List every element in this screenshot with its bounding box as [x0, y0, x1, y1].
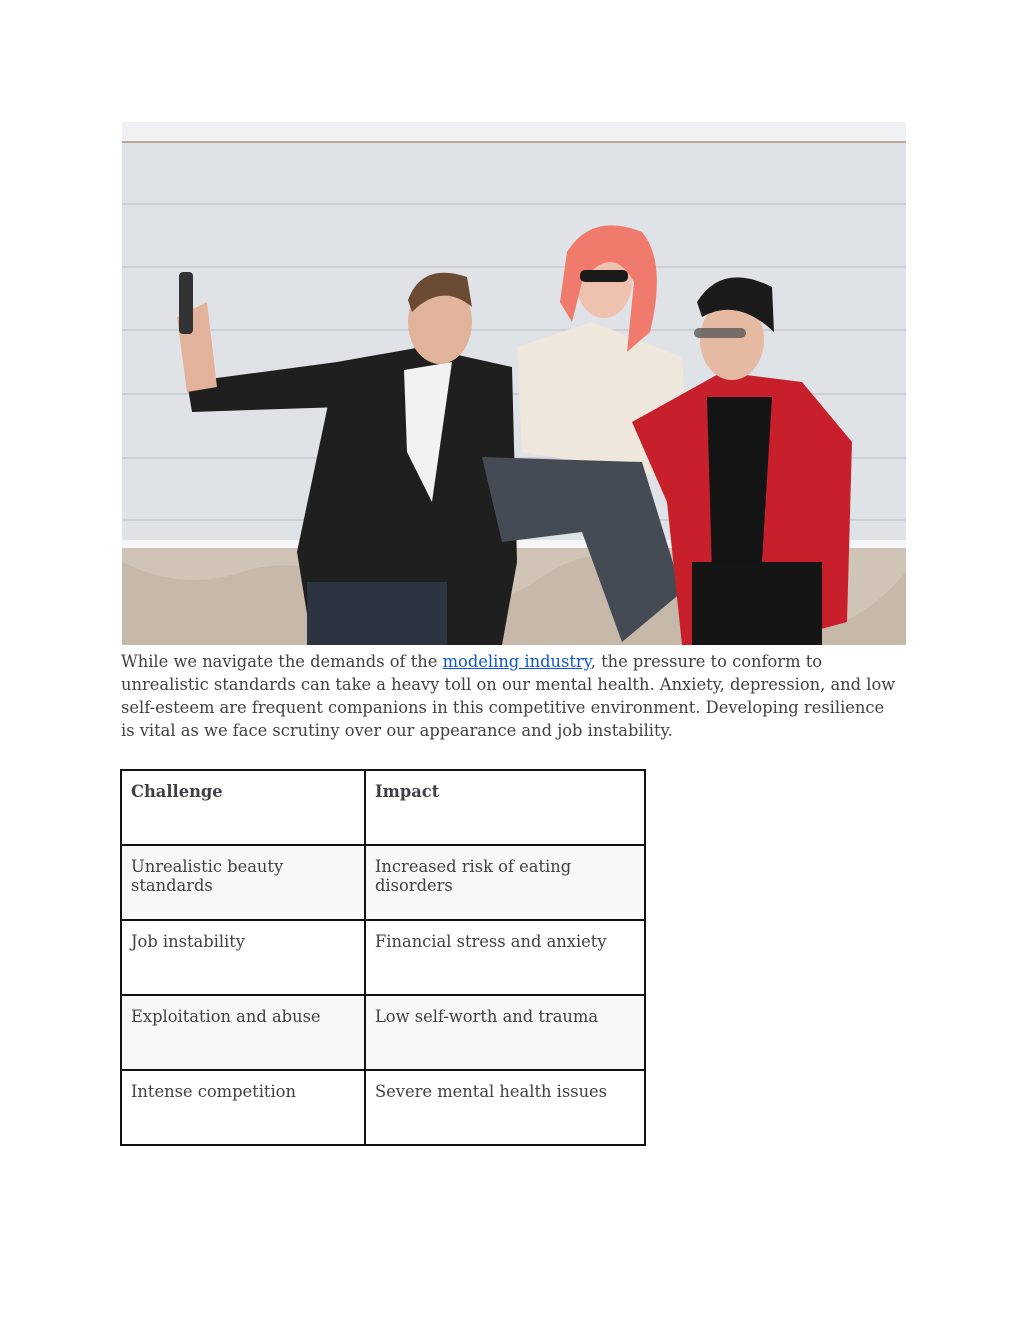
challenge-impact-table [120, 769, 646, 1146]
modeling-industry-link[interactable]: modeling industry [442, 652, 591, 671]
header-impact: Impact [365, 770, 645, 845]
photo-illustration [122, 122, 906, 645]
impact-cell: Low self-worth and trauma [365, 995, 645, 1070]
impact-cell: Increased risk of eating disorders [365, 845, 645, 920]
header-challenge: Challenge [121, 770, 365, 845]
table-row [121, 995, 645, 1070]
table-header-row [121, 770, 645, 845]
challenge-cell: Intense competition [121, 1070, 365, 1145]
challenge-cell: Job instability [121, 920, 365, 995]
challenge-cell: Exploitation and abuse [121, 995, 365, 1070]
table-row [121, 845, 645, 920]
hero-photo [122, 122, 906, 645]
paragraph-text-before-link: While we navigate the demands of the [121, 652, 443, 671]
impact-cell: Financial stress and anxiety [365, 920, 645, 995]
paragraph-text-after-link: , the pressure to conform to unrealistic standards can take a heavy toll on our mental health. Anxiety, depression, and low self-esteem are frequent companions in this competitive environment. Developing resilience is vital as we face scrutiny over our appearance and job instability. [121, 652, 896, 740]
table-row [121, 920, 645, 995]
challenge-cell: Unrealistic beauty standards [121, 845, 365, 920]
body-paragraph [121, 650, 901, 742]
impact-cell: Severe mental health issues [365, 1070, 645, 1145]
table-row [121, 1070, 645, 1145]
